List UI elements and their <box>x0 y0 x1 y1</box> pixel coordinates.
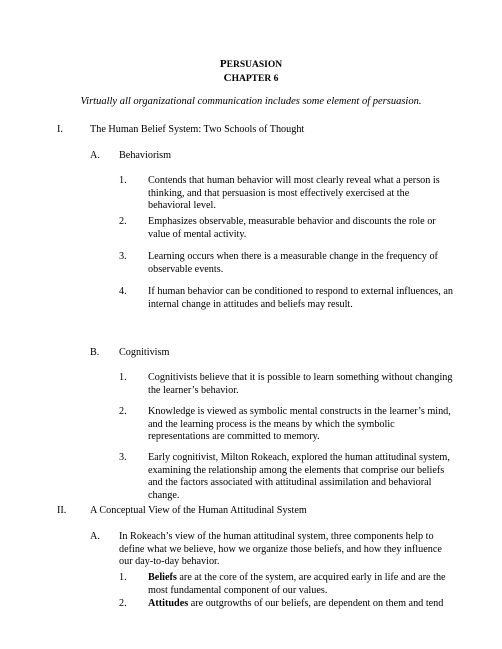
section-title: A Conceptual View of the Human Attitudinal System <box>90 505 307 516</box>
item-text-line: the learner’s behavior. <box>148 384 239 396</box>
item-number: 1. <box>119 372 127 383</box>
item-number: 4. <box>119 286 127 297</box>
subsection-title: Cognitivism <box>119 347 170 358</box>
item-number: 2. <box>119 216 127 227</box>
item-number: 3. <box>119 452 127 463</box>
item-text-line: change. <box>148 489 180 501</box>
item-text-line: behavioral level. <box>148 200 216 211</box>
section-number: II. <box>57 505 67 516</box>
item-text-line: Cognitivists believe that it is possible to learn something without changing <box>148 372 453 383</box>
paragraph-line: In Rokeach’s view of the human attitudinal system, three components help to <box>119 531 434 542</box>
section-number: I. <box>57 124 63 135</box>
subsection-title: Behaviorism <box>119 150 172 161</box>
item-number: 2. <box>119 598 127 609</box>
subsection-letter: A. <box>90 531 100 542</box>
paragraph-line: define what we believe, how we organize those beliefs, and how they influence <box>119 543 442 555</box>
item-text-line: Early cognitivist, Milton Rokeach, explored the human attitudinal system, <box>148 452 450 463</box>
title-line-1: PERSUASION <box>219 58 283 70</box>
item-number: 1. <box>119 572 127 583</box>
item-text-line: Contends that human behavior will most clearly reveal what a person is <box>148 175 440 186</box>
item-text-line: representations are committed to memory. <box>148 431 320 442</box>
title-line-2: CHAPTER 6 <box>223 71 279 84</box>
section-title: The Human Belief System: Two Schools of Thought <box>90 124 305 135</box>
item-number: 1. <box>119 175 127 186</box>
document-title <box>0 58 502 85</box>
item-text-line: observable events. <box>148 263 224 275</box>
item-text-line: and the learning process is the means by which the symbolic <box>148 418 395 430</box>
item-text-line: Learning occurs when there is a measurable change in the frequency of <box>148 251 438 262</box>
item-text-line: thinking, and that persuasion is most effectively exercised at the <box>148 187 410 199</box>
item-text-line: value of mental activity. <box>148 228 247 240</box>
subsection-letter: B. <box>90 347 100 358</box>
paragraph-line: our day-to-day behavior. <box>119 556 220 567</box>
subsection-letter: A. <box>90 150 100 161</box>
item-text-line: Beliefs are at the core of the system, are acquired early in life and are the <box>148 572 446 583</box>
epigraph: Virtually all organizational communication includes some element of persuasion. <box>80 96 422 107</box>
item-text-line: internal change in attitudes and beliefs may result. <box>148 298 353 310</box>
item-text-line: most fundamental component of our values. <box>148 584 328 596</box>
item-text-line: Knowledge is viewed as symbolic mental constructs in the learner’s mind, <box>148 406 451 417</box>
item-text-line: Attitudes are outgrowths of our beliefs, are dependent on them and tend <box>148 598 444 609</box>
item-number: 3. <box>119 251 127 262</box>
item-text-line: If human behavior can be conditioned to respond to external influences, an <box>148 286 453 297</box>
item-text-line: Emphasizes observable, measurable behavior and discounts the role or <box>148 216 436 227</box>
item-number: 2. <box>119 406 127 417</box>
item-text-line: examining the relationship among the elements that comprise our beliefs <box>148 464 445 476</box>
item-text-line: and the factors associated with attitudinal assimilation and behavioral <box>148 477 432 488</box>
